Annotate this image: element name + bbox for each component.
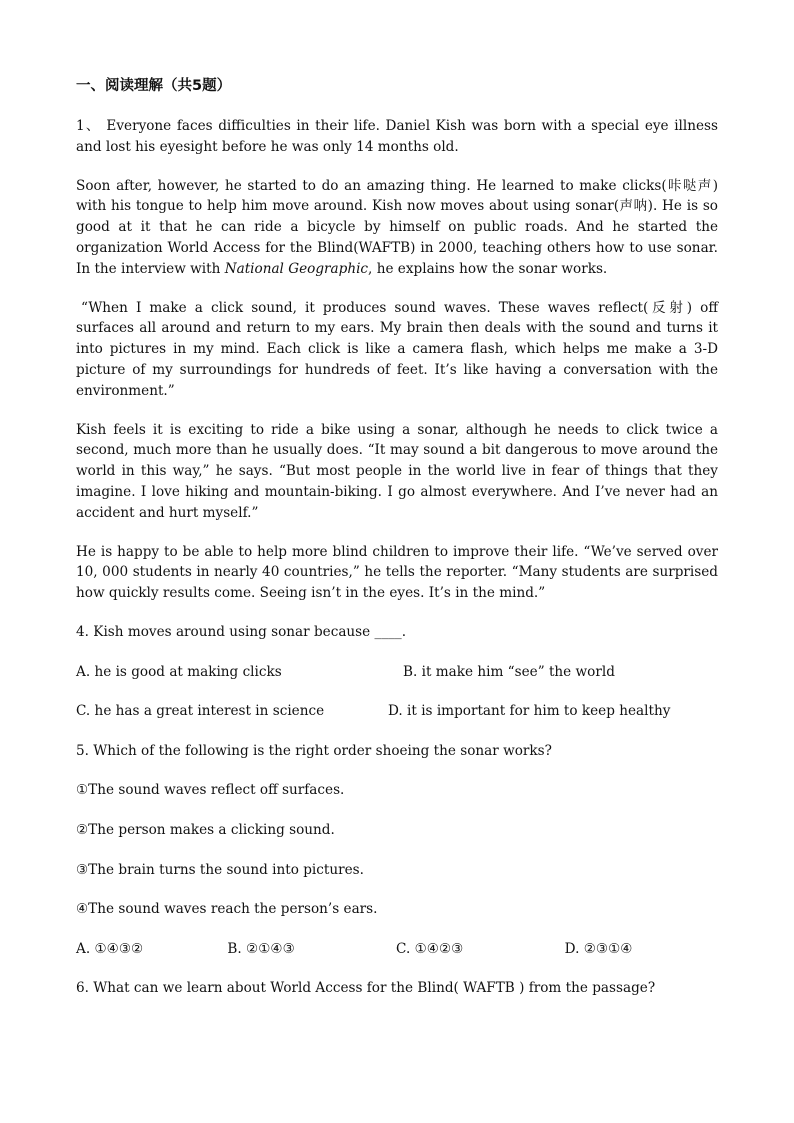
question-5-step-2: ②The person makes a clicking sound. [76, 821, 335, 838]
question-4-option-d: D. it is important for him to keep healthy [388, 703, 671, 720]
passage-paragraph-3-text: “When I make a click sound, it produces sound waves. These waves reflect(反射) off surfaces all around and return to my ears. My brain then deals with the sound and turns it into pictures in my mind. Each click is like a camera flash, which helps me make a 3-D picture of my surroundings for hundreds of feet. It’s like having a conversation with the environment.” [76, 299, 718, 399]
question-5-stem: 5. Which of the following is the right order shoeing the sonar works? [76, 742, 552, 759]
passage-paragraph-3 [76, 298, 718, 402]
question-4-options-ab [76, 662, 718, 683]
question-5-option-d: D. ②③①④ [564, 940, 633, 957]
passage-paragraph-2-text: Soon after, however, he started to do an amazing thing. He learned to make clicks(咔哒声) with his tongue to help him move around. Kish now moves about using sonar(声呐). He is so good at it that he can ride a bicycle by himself on public roads. And he started the organization World Access for the Blind(WAFTB) in 2000, teaching others how to use sonar. In the interview with [76, 177, 718, 277]
question-4-option-c: C. he has a great interest in science [76, 703, 325, 720]
question-5-option-c: C. ①④②③ [396, 940, 464, 957]
question-5-step-3: ③The brain turns the sound into pictures. [76, 861, 364, 878]
passage-paragraph-2 [76, 176, 718, 280]
question-5-step-4: ④The sound waves reach the person’s ears. [76, 901, 378, 918]
passage-paragraph-4: Kish feels it is exciting to ride a bike using a sonar, although he needs to click twice a second, much more than he usually does. “It may sound a bit dangerous to move around the world in this way,” he says. “But most people in the world live in fear of things that they imagine. I love hiking and mountain-biking. I go almost everywhere. And I’ve never had an accident and hurt myself.” [76, 421, 718, 521]
question-4-stem: 4. Kish moves around using sonar because ____. [76, 623, 407, 640]
question-5-step-1: ①The sound waves reflect off surfaces. [76, 782, 345, 799]
question-4-option-a: A. he is good at making clicks [76, 663, 282, 680]
passage-paragraph-1: 1、 Everyone faces difficulties in their life. Daniel Kish was born with a special eye illness and lost his eyesight before he was only 14 months old. [76, 118, 718, 155]
question-6-stem: 6. What can we learn about World Access for the Blind( WAFTB ) from the passage? [76, 980, 656, 997]
passage-paragraph-2-end: , he explains how the sonar works. [368, 260, 608, 277]
section-title: 一、阅读理解（共5题） [76, 78, 232, 94]
magazine-title: National Geographic [224, 260, 369, 277]
question-4-options-cd [76, 701, 718, 722]
question-5-option-b: B. ②①④③ [227, 940, 295, 957]
passage-paragraph-5: He is happy to be able to help more blind children to improve their life. “We’ve served over 10, 000 students in nearly 40 countries,” he tells the reporter. “Many students are surprised how quickly results come. Seeing isn’t in the eyes. It’s in the mind.” [76, 543, 718, 602]
question-5-options [76, 939, 718, 960]
question-5-option-a: A. ①④③② [76, 940, 144, 957]
exam-page [76, 76, 718, 1018]
question-4-option-b: B. it make him “see” the world [403, 663, 615, 680]
